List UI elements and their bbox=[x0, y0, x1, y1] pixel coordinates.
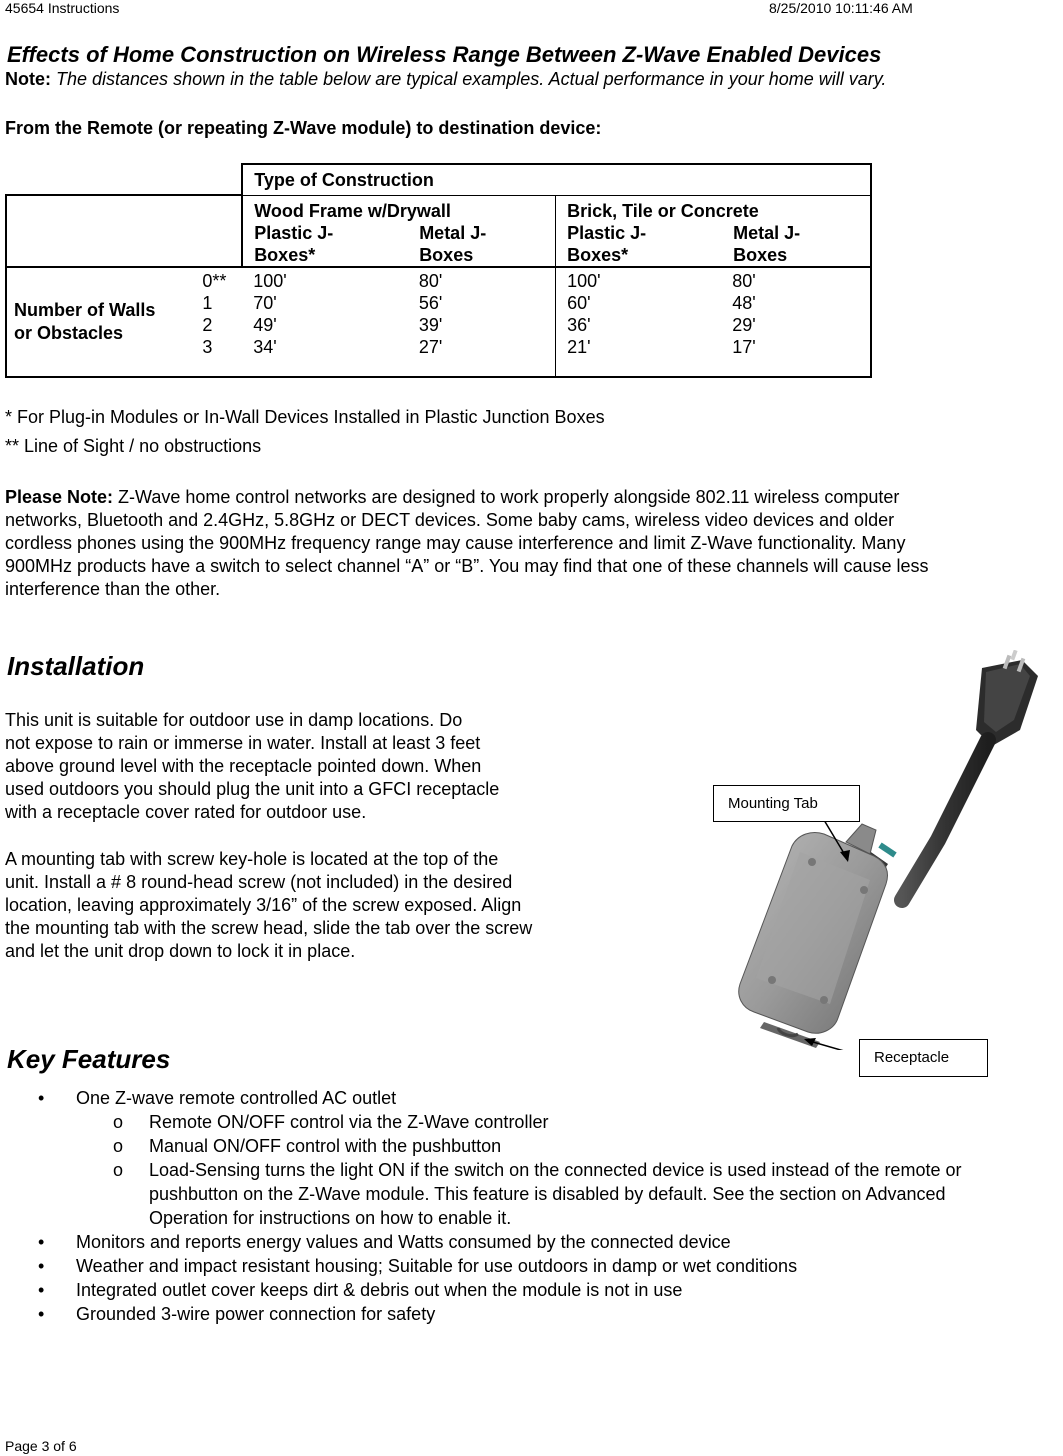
wood-plastic-header bbox=[254, 222, 419, 266]
outdoor-module-illustration bbox=[720, 650, 1060, 1050]
walls-0: 0** bbox=[202, 271, 227, 291]
cord-band bbox=[880, 845, 895, 855]
feature-subtext: Remote ON/OFF control via the Z-Wave controller bbox=[149, 1112, 549, 1132]
module-housing bbox=[739, 833, 888, 1049]
feature-text: Integrated outlet cover keeps dirt & debris out when the module is not in use bbox=[76, 1280, 683, 1300]
page-number: Page 3 of 6 bbox=[5, 1438, 77, 1454]
feature-text: Monitors and reports energy values and Watts consumed by the connected device bbox=[76, 1232, 731, 1252]
installation-line: location, leaving approximately 3/16” of the screw exposed. Align bbox=[5, 895, 522, 915]
cell-value: 56' bbox=[418, 293, 443, 313]
feature-item bbox=[0, 1254, 1063, 1278]
bullet-icon: • bbox=[38, 1088, 45, 1108]
walls-3: 3 bbox=[202, 337, 213, 357]
cell-value: 49' bbox=[253, 315, 277, 335]
brick-plastic-values bbox=[556, 267, 722, 377]
type-of-construction-header: Type of Construction bbox=[242, 164, 871, 195]
installation-line: A mounting tab with screw key-hole is located at the top of the bbox=[5, 849, 499, 869]
wood-plastic-line2: Boxes* bbox=[254, 244, 316, 265]
sub-bullet-icon: o bbox=[113, 1112, 124, 1132]
please-note-line: networks, Bluetooth and 2.4GHz, 5.8GHz or DECT devices. Some baby cams, wireless video devices and older bbox=[5, 510, 895, 530]
cell-value: 27' bbox=[418, 337, 443, 357]
brick-metal-line2: Boxes bbox=[733, 244, 788, 265]
feature-text: One Z-wave remote controlled AC outlet bbox=[76, 1088, 397, 1108]
range-subheading: From the Remote (or repeating Z-Wave module) to destination device: bbox=[5, 118, 602, 138]
walls-2: 2 bbox=[202, 315, 213, 335]
brick-group bbox=[556, 195, 871, 267]
installation-line: above ground level with the receptacle pointed down. When bbox=[5, 756, 482, 776]
brick-metal-line1: Metal J- bbox=[733, 222, 801, 243]
feature-item bbox=[0, 1230, 1063, 1254]
sub-bullet-icon: o bbox=[113, 1160, 124, 1180]
callout-mounting-tab: Mounting Tab bbox=[713, 785, 860, 822]
walls-row-label bbox=[6, 267, 192, 377]
range-note bbox=[5, 68, 886, 91]
construction-range-table bbox=[5, 163, 872, 378]
installation-para-2 bbox=[5, 848, 532, 963]
plug-head bbox=[976, 650, 1038, 746]
cell-value: 29' bbox=[732, 315, 756, 335]
cell-value: 34' bbox=[253, 337, 277, 357]
cell-value: 39' bbox=[418, 315, 443, 335]
cell-value: 100' bbox=[253, 271, 287, 291]
installation-line: the mounting tab with the screw head, slide the tab over the screw bbox=[5, 918, 533, 938]
note-label: Note: bbox=[5, 69, 51, 89]
installation-line: used outdoors you should plug the unit into a GFCI receptacle bbox=[5, 779, 500, 799]
bullet-icon: • bbox=[38, 1232, 45, 1252]
walls-label-line1: Number of Walls bbox=[14, 300, 156, 320]
footnote-double-star: ** Line of Sight / no obstructions bbox=[5, 436, 262, 456]
wood-metal-line2: Boxes bbox=[419, 244, 474, 265]
doc-header-left: 45654 Instructions bbox=[5, 0, 120, 16]
walls-count-col bbox=[192, 267, 242, 377]
brick-plastic-header bbox=[567, 222, 733, 266]
walls-label-line2: or Obstacles bbox=[14, 323, 124, 343]
feature-subitem bbox=[76, 1110, 1063, 1134]
please-note-line: cordless phones using the 900MHz frequency range may cause interference and limit Z-Wave functionality. Many bbox=[5, 533, 906, 553]
wood-metal-header bbox=[419, 222, 486, 266]
bullet-icon: • bbox=[38, 1304, 45, 1324]
please-note-paragraph bbox=[5, 486, 1063, 601]
bullet-icon: • bbox=[38, 1280, 45, 1300]
brick-plastic-line1: Plastic J- bbox=[567, 222, 647, 243]
feature-subtext-line: Operation for instructions on how to enable it. bbox=[149, 1208, 512, 1228]
cell-value: 36' bbox=[567, 315, 591, 335]
feature-subitem bbox=[76, 1158, 1063, 1230]
wood-frame-group bbox=[242, 195, 555, 267]
walls-1: 1 bbox=[202, 293, 213, 313]
brick-plastic-line2: Boxes* bbox=[567, 244, 629, 265]
installation-para-1 bbox=[5, 709, 499, 824]
brick-metal-values bbox=[721, 267, 871, 377]
feature-item bbox=[0, 1278, 1063, 1302]
please-note-line: Z-Wave home control networks are designed to work properly alongside 802.11 wireless computer bbox=[113, 487, 900, 507]
wood-frame-label: Wood Frame w/Drywall bbox=[254, 200, 451, 221]
please-note-line: interference than the other. bbox=[5, 579, 221, 599]
installation-line: and let the unit drop down to lock it in place. bbox=[5, 941, 356, 961]
wood-metal-values bbox=[408, 267, 556, 377]
installation-line: with a receptacle cover rated for outdoor use. bbox=[5, 802, 367, 822]
feature-text: Weather and impact resistant housing; Suitable for use outdoors in damp or wet conditions bbox=[76, 1256, 798, 1276]
installation-line: This unit is suitable for outdoor use in damp locations. Do bbox=[5, 710, 463, 730]
cell-value: 60' bbox=[567, 293, 591, 313]
wood-plastic-values bbox=[242, 267, 408, 377]
bullet-icon: • bbox=[38, 1256, 45, 1276]
feature-subtext-line: pushbutton on the Z-Wave module. This feature is disabled by default. See the section on Advanced bbox=[149, 1184, 946, 1204]
sub-bullet-icon: o bbox=[113, 1136, 124, 1156]
installation-title: Installation bbox=[7, 651, 145, 681]
power-cord bbox=[902, 740, 988, 900]
note-text: The distances shown in the table below are typical examples. Actual performance in your home will vary. bbox=[51, 69, 887, 89]
callout-receptacle: Receptacle bbox=[859, 1039, 988, 1077]
cell-value: 100' bbox=[567, 271, 601, 291]
range-title: Effects of Home Construction on Wireless Range Between Z-Wave Enabled Devices bbox=[7, 42, 882, 67]
wood-plastic-line1: Plastic J- bbox=[254, 222, 334, 243]
feature-item bbox=[0, 1302, 1063, 1326]
cell-value: 70' bbox=[253, 293, 277, 313]
cell-value: 48' bbox=[732, 293, 756, 313]
feature-subtext-line: Load-Sensing turns the light ON if the switch on the connected device is used instead of the remote or bbox=[149, 1160, 962, 1180]
feature-item bbox=[0, 1086, 1063, 1230]
key-features-list bbox=[0, 1086, 1063, 1326]
please-note-line: 900MHz products have a switch to select channel “A” or “B”. You may find that one of these channels will cause less bbox=[5, 556, 929, 576]
please-note-label: Please Note: bbox=[5, 487, 114, 507]
cell-value: 17' bbox=[732, 337, 756, 357]
feature-subitem bbox=[76, 1134, 1063, 1158]
installation-line: not expose to rain or immerse in water. Install at least 3 feet bbox=[5, 733, 481, 753]
cell-value: 80' bbox=[418, 271, 443, 291]
brick-label: Brick, Tile or Concrete bbox=[567, 200, 759, 221]
feature-subtext: Manual ON/OFF control with the pushbutton bbox=[149, 1136, 502, 1156]
cell-value: 21' bbox=[567, 337, 591, 357]
feature-text: Grounded 3-wire power connection for safety bbox=[76, 1304, 436, 1324]
wood-metal-line1: Metal J- bbox=[419, 222, 487, 243]
feature-sublist bbox=[76, 1110, 1063, 1230]
brick-metal-header bbox=[733, 222, 800, 266]
footnote-star: * For Plug-in Modules or In-Wall Devices Installed in Plastic Junction Boxes bbox=[5, 407, 605, 427]
key-features-title: Key Features bbox=[7, 1044, 171, 1074]
doc-header-right: 8/25/2010 10:11:46 AM bbox=[769, 0, 913, 16]
cell-value: 80' bbox=[732, 271, 756, 291]
installation-line: unit. Install a # 8 round-head screw (not included) in the desired bbox=[5, 872, 513, 892]
